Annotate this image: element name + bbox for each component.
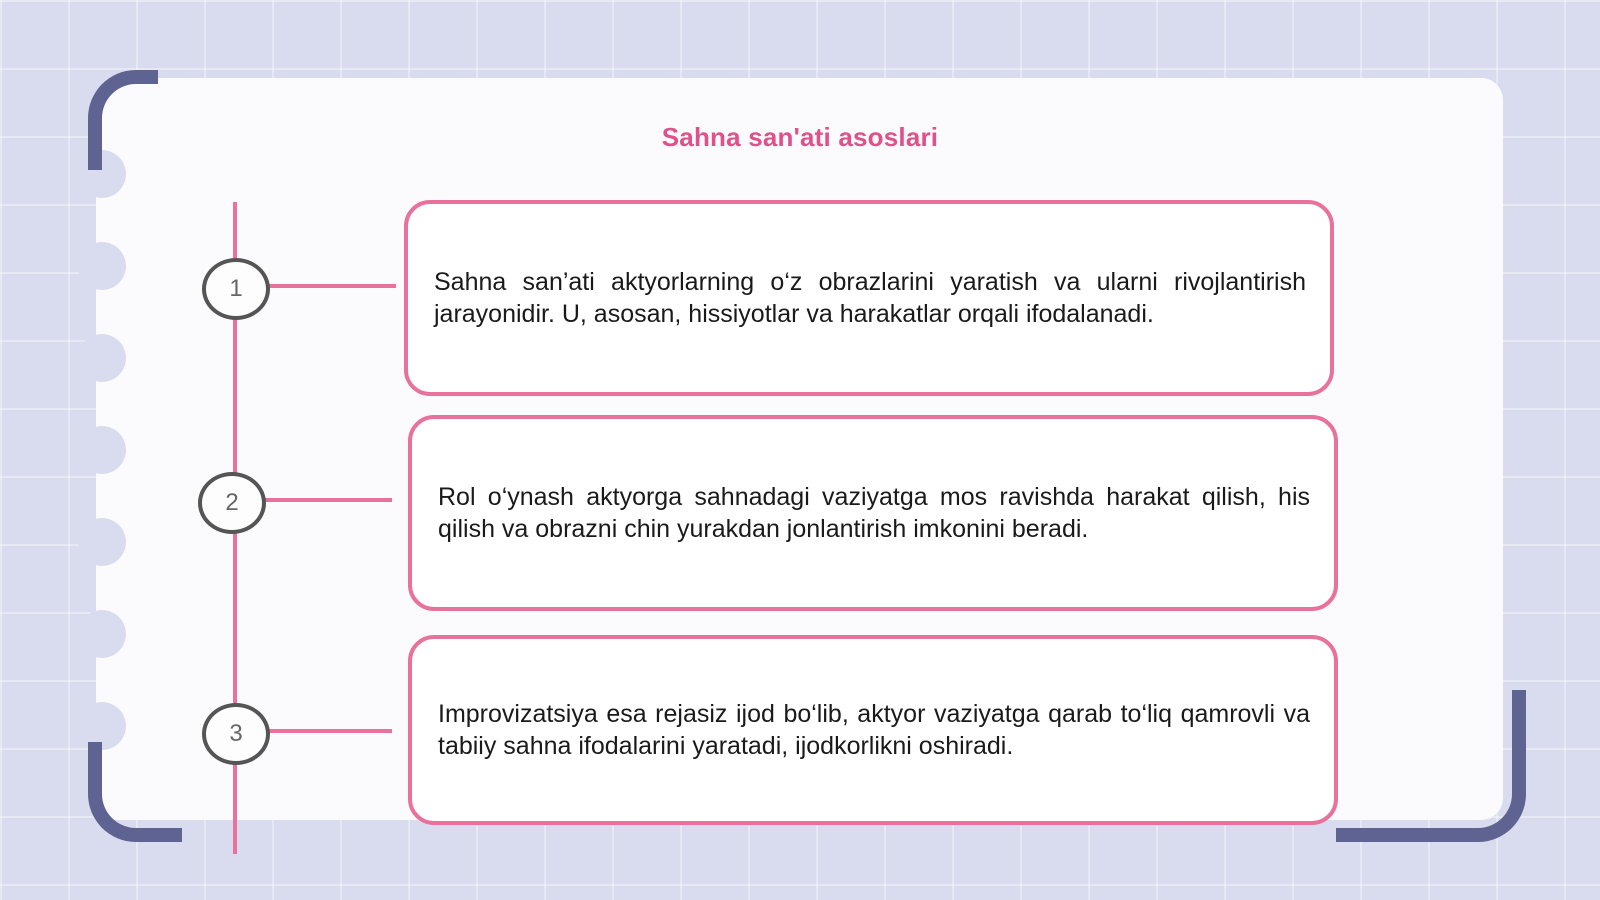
card-edge-notch	[78, 610, 126, 658]
timeline-connector	[266, 284, 396, 288]
content-text: Rol o‘ynash aktyorga sahnadagi vaziyatga mos ravishda harakat qilish, his qilish va obrazni chin yurakdan jonlantirish imkonini beradi.	[438, 483, 1310, 543]
step-number: 3	[229, 720, 243, 747]
content-text: Improvizatsiya esa rejasiz ijod bo‘lib, aktyor vaziyatga qarab to‘liq qamrovli va tabiiy sahna ifodalarini yaratadi, ijodkorlikni oshiradi.	[438, 700, 1310, 760]
card-edge-notch	[78, 334, 126, 382]
step-number-circle	[198, 472, 266, 534]
step-number: 1	[229, 275, 243, 302]
card-edge-notch	[78, 242, 126, 290]
timeline-connector	[266, 729, 392, 733]
content-text: Sahna san’ati aktyorlarning o‘z obrazlarini yaratish va ularni rivojlantirish jarayonidir. U, asosan, hissiyotlar va harakatlar orqali ifodalanadi.	[434, 268, 1306, 328]
content-box	[408, 635, 1338, 825]
slide-title: Sahna san'ati asoslari	[661, 122, 939, 152]
corner-bracket-bottom-right	[1336, 690, 1526, 842]
card-edge-notch	[78, 518, 126, 566]
step-number-circle	[202, 703, 270, 765]
step-number: 2	[225, 489, 239, 516]
corner-bracket-top-left	[88, 70, 158, 170]
timeline-connector	[262, 498, 392, 502]
content-box	[408, 415, 1338, 611]
corner-bracket-bottom-left	[88, 742, 182, 842]
step-number-circle	[202, 258, 270, 320]
card-edge-notch	[78, 426, 126, 474]
content-box	[404, 200, 1334, 396]
